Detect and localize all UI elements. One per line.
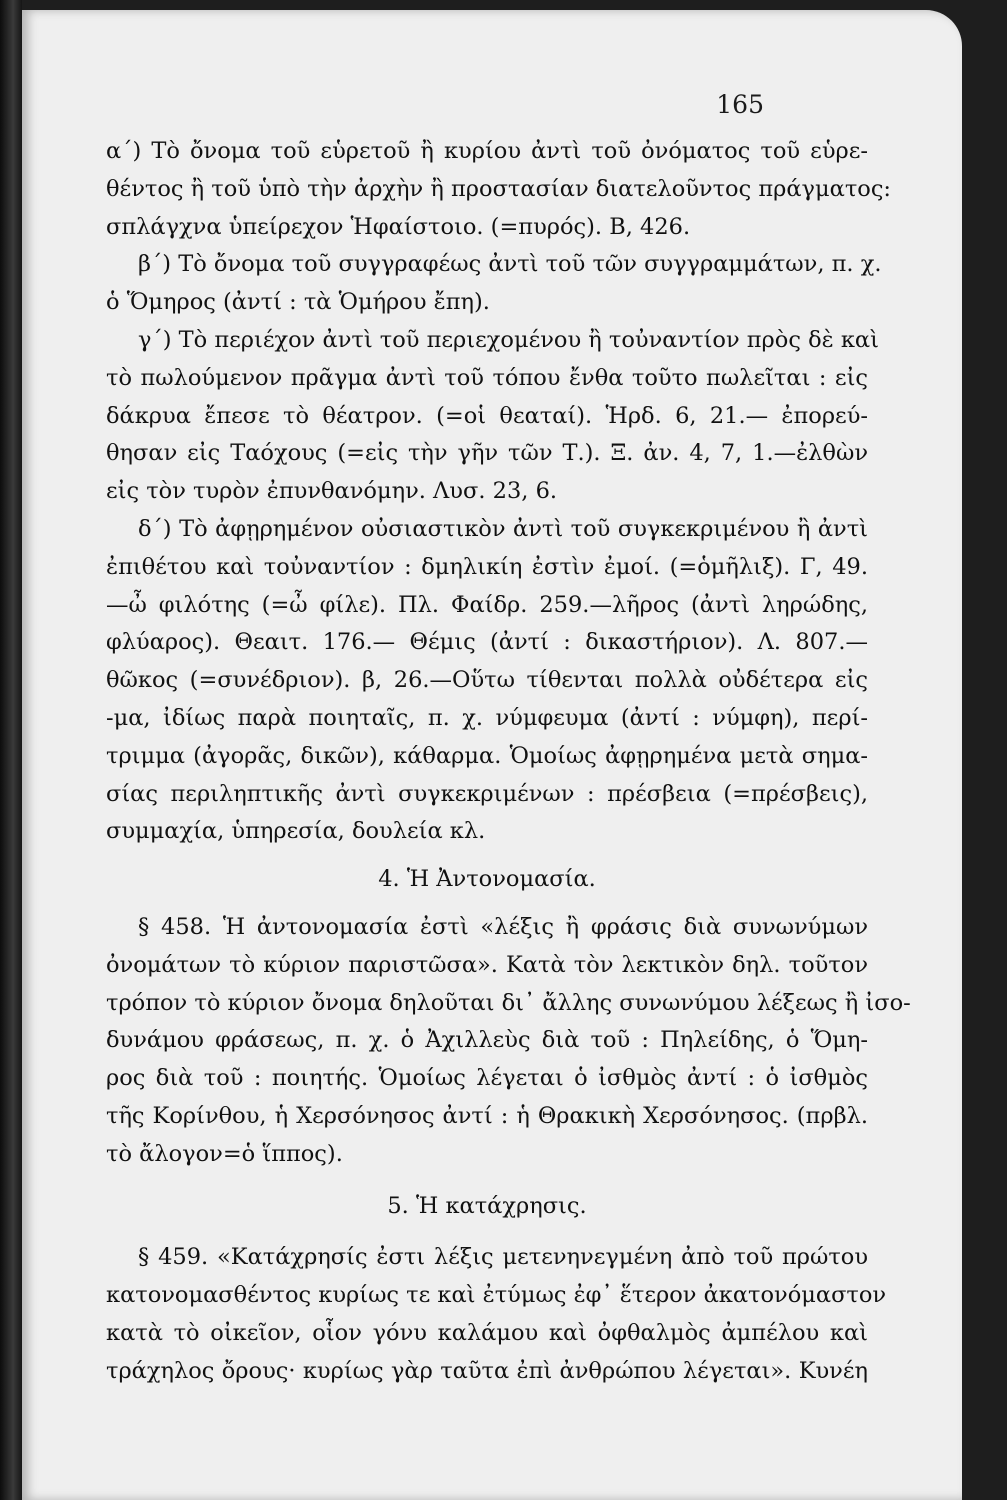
text-line: γ΄) Τὸ περιέχον ἀντὶ τοῦ περιεχομένου ἢ τοὐναντίον πρὸς δὲ καὶ (138, 326, 879, 353)
text-line: σπλάγχνα ὑπείρεχον Ἡφαίστοιο. (=πυρός). Β, 426. (106, 213, 691, 240)
text-line: δ΄) Τὸ ἀφῃρημένον οὐσιαστικὸν ἀντὶ τοῦ συγκεκριμένου ἢ ἀντὶ (138, 515, 868, 542)
page-number: 165 (716, 90, 764, 119)
text-line: β΄) Τὸ ὄνομα τοῦ συγγραφέως ἀντὶ τοῦ τῶν συγγραμμάτων, π. χ. (138, 251, 882, 278)
text-line: δάκρυα ἔπεσε τὸ θέατρον. (=οἱ θεαταί). Ἡρδ. 6, 21.— ἐπορεύ- (106, 402, 868, 429)
text-line: φλύαρος). Θεαιτ. 176.— Θέμις (ἀντί : δικαστήριον). Λ. 807.— (106, 629, 868, 656)
text-line: ὁ Ὅμηρος (ἀντί : τὰ Ὁμήρου ἔπη). (106, 289, 490, 316)
text-line: θησαν εἰς Ταόχους (=εἰς τὴν γῆν τῶν Τ.). Ξ. ἀν. 4, 7, 1.—ἐλθὼν (106, 440, 868, 467)
page-body (106, 133, 911, 1391)
text-line: τὸ πωλούμενον πρᾶγμα ἀντὶ τοῦ τόπου ἔνθα τοῦτο πωλεῖται : εἰς (106, 364, 868, 391)
text-line: τῆς Κορίνθου, ἡ Χερσόνησος ἀντί : ἡ Θρακικὴ Χερσόνησος. (πρβλ. (106, 1102, 868, 1129)
book-page (22, 10, 962, 1500)
text-line: εἰς τὸν τυρὸν ἐπυνθανόμην. Λυσ. 23, 6. (106, 478, 558, 505)
text-line: κατονομασθέντος κυρίως τε καὶ ἐτύμως ἐφ᾽ ἕτερον ἀκατονόμαστον (106, 1282, 887, 1309)
text-line: ρος διὰ τοῦ : ποιητής. Ὁμοίως λέγεται ὁ ἰσθμὸς ἀντί : ὁ ἰσθμὸς (106, 1065, 868, 1092)
text-line: δυνάμου φράσεως, π. χ. ὁ Ἀχιλλεὺς διὰ τοῦ : Πηλείδης, ὁ Ὅμη- (106, 1027, 868, 1054)
text-line: —ὦ φιλότης (=ὦ φίλε). Πλ. Φαίδρ. 259.—λῆρος (ἀντὶ ληρώδης, (106, 591, 868, 618)
book-spine-edge (0, 0, 22, 1500)
text-line: ὀνομάτων τὸ κύριον παριστῶσα». Κατὰ τὸν λεκτικὸν δηλ. τοῦτον (106, 951, 868, 978)
text-line: -μα, ἰδίως παρὰ ποιηταῖς, π. χ. νύμφευμα (ἀντί : νύμφη), περί- (106, 704, 868, 731)
text-line: θῶκος (=συνέδριον). β, 26.—Οὕτω τίθενται πολλὰ οὐδέτερα εἰς (106, 667, 868, 694)
section-heading: 4. Ἡ Ἀντονομασία. (378, 866, 596, 893)
text-line: § 458. Ἡ ἀντονομασία ἐστὶ «λέξις ἢ φράσις διὰ συνωνύμων (138, 913, 868, 940)
text-line: τρόπον τὸ κύριον ὄνομα δηλοῦται δι᾽ ἄλλης συνωνύμου λέξεως ἢ ἰσο- (106, 989, 911, 1016)
text-line: τράχηλος ὄρους· κυρίως γὰρ ταῦτα ἐπὶ ἀνθρώπου λέγεται». Κυνέη (106, 1357, 868, 1384)
text-line: τὸ ἄλογον=ὁ ἵππος). (106, 1140, 343, 1167)
text-line: θέντος ἢ τοῦ ὑπὸ τὴν ἀρχὴν ἢ προστασίαν διατελοῦντος πράγματος: (106, 175, 891, 202)
text-line: ἐπιθέτου καὶ τοὐναντίον : δμηλικίη ἐστὶν ἐμοί. (=ὁμῆλιξ). Γ, 49. (106, 553, 868, 580)
text-line: σίας περιληπτικῆς ἀντὶ συγκεκριμένων : πρέσβεια (=πρέσβεις), (106, 780, 868, 807)
text-line: συμμαχία, ὑπηρεσία, δουλεία κλ. (106, 818, 486, 845)
text-line: § 459. «Κατάχρησίς ἐστι λέξις μετενηνεγμένη ἀπὸ τοῦ πρώτου (138, 1244, 868, 1271)
text-line: α΄) Τὸ ὄνομα τοῦ εὑρετοῦ ἢ κυρίου ἀντὶ τοῦ ὀνόματος τοῦ εὑρε- (106, 138, 868, 164)
section-heading: 5. Ἡ κατάχρησις. (387, 1192, 587, 1219)
text-line: τριμμα (ἀγορᾶς, δικῶν), κάθαρμα. Ὁμοίως ἀφῃρημένα μετὰ σημα- (106, 742, 868, 769)
text-line: κατὰ τὸ οἰκεῖον, οἷον γόνυ καλάμου καὶ ὀφθαλμὸς ἀμπέλου καὶ (106, 1319, 868, 1346)
